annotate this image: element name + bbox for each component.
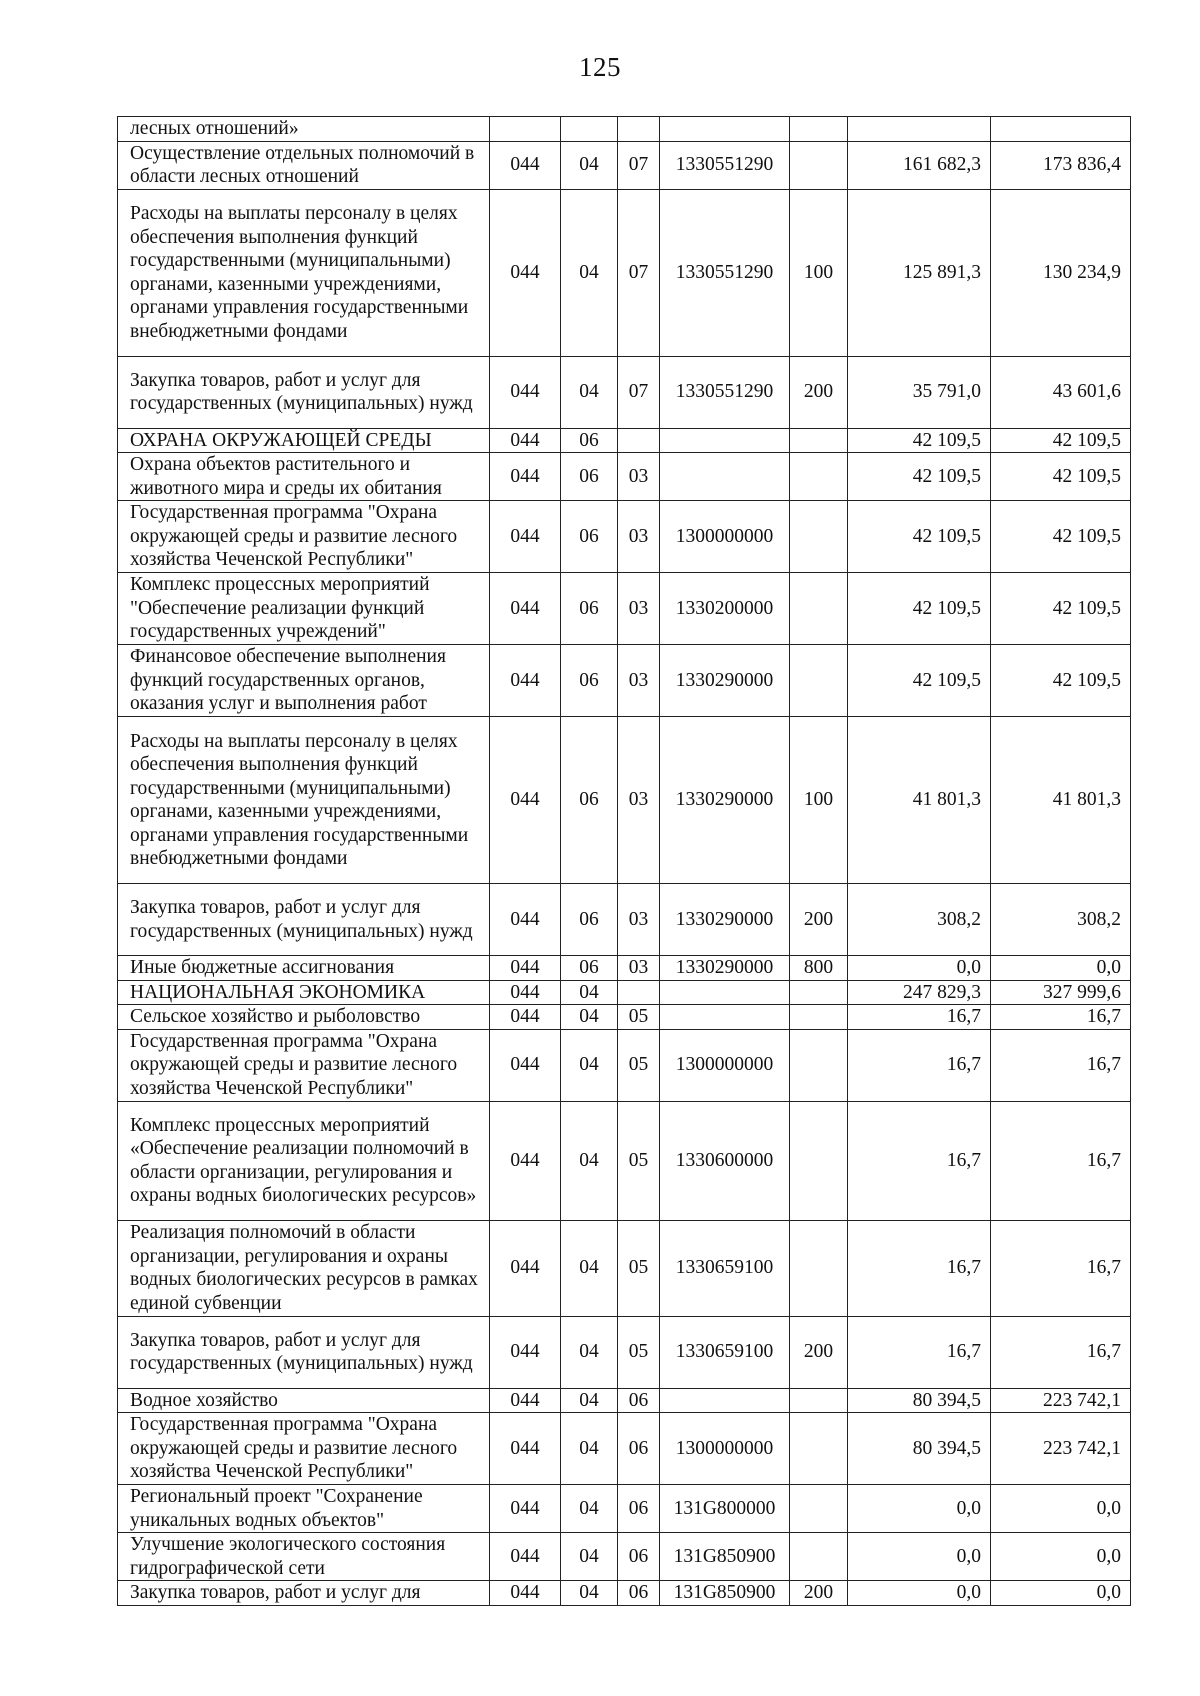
table-row — [118, 141, 1131, 189]
cell-ved: 044 — [490, 573, 561, 645]
table-row — [118, 1533, 1131, 1581]
cell-rz: 04 — [561, 1388, 618, 1413]
table-row — [118, 1388, 1131, 1413]
table-row — [118, 1316, 1131, 1388]
cell-rz: 06 — [561, 501, 618, 573]
cell-vr: 100 — [790, 189, 848, 356]
cell-ved: 044 — [490, 1533, 561, 1581]
cell-csr: 1330200000 — [660, 573, 790, 645]
cell-rz: 04 — [561, 980, 618, 1005]
cell-pr: 05 — [618, 1316, 660, 1388]
cell-sum-2: 0,0 — [991, 1533, 1131, 1581]
cell-name: Расходы на выплаты персоналу в целях обеспечения выполнения функций государственными (муниципальными) органами, казенными учреждениями, органами управления государственными внебюджетными фондами — [118, 189, 490, 356]
cell-pr: 05 — [618, 1005, 660, 1030]
cell-name: Закупка товаров, работ и услуг для государственных (муниципальных) нужд — [118, 1316, 490, 1388]
cell-csr — [660, 1005, 790, 1030]
cell-sum-1: 0,0 — [848, 956, 991, 981]
cell-name: Комплекс процессных мероприятий "Обеспечение реализации функций государственных учреждений" — [118, 573, 490, 645]
cell-ved: 044 — [490, 1413, 561, 1485]
cell-rz — [561, 117, 618, 142]
cell-sum-2: 42 109,5 — [991, 428, 1131, 453]
cell-name: Финансовое обеспечение выполнения функций государственных органов, оказания услуг и выполнения работ — [118, 645, 490, 717]
cell-sum-1: 42 109,5 — [848, 645, 991, 717]
cell-rz: 04 — [561, 1485, 618, 1533]
cell-ved: 044 — [490, 1005, 561, 1030]
cell-sum-1: 42 109,5 — [848, 428, 991, 453]
cell-vr: 100 — [790, 717, 848, 884]
cell-sum-2: 16,7 — [991, 1029, 1131, 1101]
cell-pr — [618, 980, 660, 1005]
cell-sum-1: 0,0 — [848, 1485, 991, 1533]
cell-name: Закупка товаров, работ и услуг для — [118, 1581, 490, 1606]
cell-ved — [490, 117, 561, 142]
cell-sum-1: 16,7 — [848, 1029, 991, 1101]
table-row — [118, 1581, 1131, 1606]
cell-rz: 04 — [561, 141, 618, 189]
cell-pr: 05 — [618, 1220, 660, 1316]
cell-pr — [618, 117, 660, 142]
cell-sum-1: 16,7 — [848, 1316, 991, 1388]
cell-vr — [790, 1485, 848, 1533]
cell-name: ОХРАНА ОКРУЖАЮЩЕЙ СРЕДЫ — [118, 428, 490, 453]
cell-pr: 06 — [618, 1413, 660, 1485]
cell-rz: 06 — [561, 573, 618, 645]
cell-csr: 1330290000 — [660, 717, 790, 884]
cell-ved: 044 — [490, 189, 561, 356]
cell-name: Водное хозяйство — [118, 1388, 490, 1413]
cell-pr: 06 — [618, 1388, 660, 1413]
cell-sum-1: 308,2 — [848, 884, 991, 956]
cell-vr — [790, 117, 848, 142]
cell-sum-1: 16,7 — [848, 1101, 991, 1220]
cell-vr: 800 — [790, 956, 848, 981]
cell-vr — [790, 1533, 848, 1581]
cell-pr: 03 — [618, 453, 660, 501]
cell-pr: 03 — [618, 645, 660, 717]
cell-ved: 044 — [490, 501, 561, 573]
cell-rz: 04 — [561, 1413, 618, 1485]
cell-vr — [790, 980, 848, 1005]
cell-rz: 04 — [561, 1101, 618, 1220]
cell-rz: 06 — [561, 884, 618, 956]
table-row — [118, 428, 1131, 453]
cell-ved: 044 — [490, 141, 561, 189]
cell-name: Охрана объектов растительного и животного мира и среды их обитания — [118, 453, 490, 501]
cell-ved: 044 — [490, 956, 561, 981]
cell-rz: 04 — [561, 356, 618, 428]
cell-pr: 06 — [618, 1581, 660, 1606]
cell-pr: 05 — [618, 1029, 660, 1101]
cell-vr — [790, 1005, 848, 1030]
cell-pr: 05 — [618, 1101, 660, 1220]
cell-csr — [660, 428, 790, 453]
cell-sum-2: 42 109,5 — [991, 645, 1131, 717]
cell-csr: 1300000000 — [660, 501, 790, 573]
table-row — [118, 356, 1131, 428]
cell-pr: 03 — [618, 956, 660, 981]
cell-pr: 03 — [618, 717, 660, 884]
table-row — [118, 453, 1131, 501]
cell-csr: 131G850900 — [660, 1581, 790, 1606]
cell-sum-2: 327 999,6 — [991, 980, 1131, 1005]
cell-name: Реализация полномочий в области организации, регулирования и охраны водных биологических ресурсов в рамках единой субвенции — [118, 1220, 490, 1316]
table-row — [118, 1101, 1131, 1220]
cell-vr — [790, 1101, 848, 1220]
cell-name: Комплекс процессных мероприятий «Обеспечение реализации полномочий в области организации, регулирования и охраны водных биологических ресурсов» — [118, 1101, 490, 1220]
cell-csr: 131G800000 — [660, 1485, 790, 1533]
cell-name: НАЦИОНАЛЬНАЯ ЭКОНОМИКА — [118, 980, 490, 1005]
table-row — [118, 1413, 1131, 1485]
table-row — [118, 1005, 1131, 1030]
cell-ved: 044 — [490, 1029, 561, 1101]
cell-rz: 06 — [561, 428, 618, 453]
cell-sum-1: 42 109,5 — [848, 573, 991, 645]
cell-vr — [790, 1029, 848, 1101]
cell-ved: 044 — [490, 1220, 561, 1316]
cell-name: Иные бюджетные ассигнования — [118, 956, 490, 981]
cell-rz: 04 — [561, 1029, 618, 1101]
cell-vr — [790, 645, 848, 717]
cell-ved: 044 — [490, 980, 561, 1005]
cell-csr: 1330551290 — [660, 356, 790, 428]
cell-name: Государственная программа "Охрана окружающей среды и развитие лесного хозяйства Чеченской Республики" — [118, 501, 490, 573]
cell-rz: 04 — [561, 1581, 618, 1606]
cell-name: Улучшение экологического состояния гидрографической сети — [118, 1533, 490, 1581]
cell-ved: 044 — [490, 645, 561, 717]
cell-sum-2: 308,2 — [991, 884, 1131, 956]
cell-name: Государственная программа "Охрана окружающей среды и развитие лесного хозяйства Чеченской Республики" — [118, 1029, 490, 1101]
cell-sum-2: 223 742,1 — [991, 1388, 1131, 1413]
cell-sum-2: 42 109,5 — [991, 453, 1131, 501]
cell-sum-1: 80 394,5 — [848, 1413, 991, 1485]
cell-rz: 06 — [561, 645, 618, 717]
cell-name: Региональный проект "Сохранение уникальных водных объектов" — [118, 1485, 490, 1533]
cell-sum-1: 42 109,5 — [848, 501, 991, 573]
cell-ved: 044 — [490, 428, 561, 453]
cell-ved: 044 — [490, 1388, 561, 1413]
cell-rz: 04 — [561, 1220, 618, 1316]
cell-vr: 200 — [790, 356, 848, 428]
cell-csr: 1330290000 — [660, 956, 790, 981]
cell-sum-1: 125 891,3 — [848, 189, 991, 356]
cell-rz: 04 — [561, 189, 618, 356]
cell-sum-1: 42 109,5 — [848, 453, 991, 501]
table-row — [118, 1485, 1131, 1533]
cell-pr: 03 — [618, 573, 660, 645]
cell-csr: 131G850900 — [660, 1533, 790, 1581]
cell-rz: 06 — [561, 453, 618, 501]
cell-sum-1: 0,0 — [848, 1581, 991, 1606]
cell-pr: 07 — [618, 189, 660, 356]
cell-name: Сельское хозяйство и рыболовство — [118, 1005, 490, 1030]
cell-sum-1 — [848, 117, 991, 142]
cell-sum-2: 223 742,1 — [991, 1413, 1131, 1485]
cell-sum-2: 0,0 — [991, 1485, 1131, 1533]
cell-pr — [618, 428, 660, 453]
cell-sum-2: 16,7 — [991, 1101, 1131, 1220]
cell-csr — [660, 453, 790, 501]
cell-vr: 200 — [790, 1581, 848, 1606]
cell-sum-1: 41 801,3 — [848, 717, 991, 884]
table-row — [118, 573, 1131, 645]
cell-name: Закупка товаров, работ и услуг для государственных (муниципальных) нужд — [118, 356, 490, 428]
cell-pr: 06 — [618, 1485, 660, 1533]
cell-sum-2 — [991, 117, 1131, 142]
table-row — [118, 501, 1131, 573]
cell-ved: 044 — [490, 884, 561, 956]
table-row — [118, 956, 1131, 981]
table-row — [118, 117, 1131, 142]
table-row — [118, 884, 1131, 956]
cell-vr — [790, 453, 848, 501]
cell-csr: 1330659100 — [660, 1316, 790, 1388]
cell-name: лесных отношений» — [118, 117, 490, 142]
cell-vr: 200 — [790, 1316, 848, 1388]
cell-rz: 04 — [561, 1005, 618, 1030]
cell-vr — [790, 1413, 848, 1485]
cell-rz: 06 — [561, 956, 618, 981]
cell-ved: 044 — [490, 453, 561, 501]
cell-csr: 1330600000 — [660, 1101, 790, 1220]
page-number: 125 — [579, 52, 621, 82]
cell-sum-2: 41 801,3 — [991, 717, 1131, 884]
cell-vr — [790, 1220, 848, 1316]
budget-table — [117, 116, 1131, 1606]
cell-csr — [660, 1388, 790, 1413]
cell-rz: 04 — [561, 1533, 618, 1581]
table-row — [118, 980, 1131, 1005]
cell-csr: 1330551290 — [660, 189, 790, 356]
cell-vr — [790, 573, 848, 645]
cell-sum-1: 161 682,3 — [848, 141, 991, 189]
cell-sum-1: 35 791,0 — [848, 356, 991, 428]
cell-sum-1: 247 829,3 — [848, 980, 991, 1005]
cell-ved: 044 — [490, 1101, 561, 1220]
cell-vr: 200 — [790, 884, 848, 956]
cell-sum-2: 0,0 — [991, 1581, 1131, 1606]
cell-sum-2: 42 109,5 — [991, 573, 1131, 645]
table-row — [118, 1029, 1131, 1101]
cell-sum-2: 173 836,4 — [991, 141, 1131, 189]
cell-csr: 1330551290 — [660, 141, 790, 189]
cell-sum-1: 16,7 — [848, 1005, 991, 1030]
cell-sum-2: 16,7 — [991, 1220, 1131, 1316]
cell-vr — [790, 141, 848, 189]
cell-csr: 1300000000 — [660, 1413, 790, 1485]
cell-rz: 06 — [561, 717, 618, 884]
cell-rz: 04 — [561, 1316, 618, 1388]
cell-vr — [790, 501, 848, 573]
cell-pr: 06 — [618, 1533, 660, 1581]
table-row — [118, 189, 1131, 356]
table-body — [118, 117, 1131, 1606]
cell-sum-1: 80 394,5 — [848, 1388, 991, 1413]
cell-sum-1: 0,0 — [848, 1533, 991, 1581]
cell-pr: 03 — [618, 884, 660, 956]
cell-sum-2: 16,7 — [991, 1316, 1131, 1388]
cell-csr — [660, 117, 790, 142]
cell-ved: 044 — [490, 1485, 561, 1533]
cell-csr — [660, 980, 790, 1005]
cell-csr: 1300000000 — [660, 1029, 790, 1101]
table-row — [118, 717, 1131, 884]
cell-csr: 1330659100 — [660, 1220, 790, 1316]
cell-sum-1: 16,7 — [848, 1220, 991, 1316]
table-row — [118, 645, 1131, 717]
cell-sum-2: 42 109,5 — [991, 501, 1131, 573]
cell-sum-2: 0,0 — [991, 956, 1131, 981]
cell-name: Государственная программа "Охрана окружающей среды и развитие лесного хозяйства Чеченской Республики" — [118, 1413, 490, 1485]
cell-sum-2: 16,7 — [991, 1005, 1131, 1030]
cell-sum-2: 130 234,9 — [991, 189, 1131, 356]
cell-csr: 1330290000 — [660, 884, 790, 956]
cell-ved: 044 — [490, 717, 561, 884]
cell-name: Расходы на выплаты персоналу в целях обеспечения выполнения функций государственными (муниципальными) органами, казенными учреждениями, органами управления государственными внебюджетными фондами — [118, 717, 490, 884]
cell-csr: 1330290000 — [660, 645, 790, 717]
cell-vr — [790, 1388, 848, 1413]
cell-ved: 044 — [490, 1581, 561, 1606]
cell-ved: 044 — [490, 1316, 561, 1388]
cell-ved: 044 — [490, 356, 561, 428]
cell-pr: 07 — [618, 356, 660, 428]
table-row — [118, 1220, 1131, 1316]
cell-sum-2: 43 601,6 — [991, 356, 1131, 428]
cell-name: Закупка товаров, работ и услуг для государственных (муниципальных) нужд — [118, 884, 490, 956]
cell-pr: 03 — [618, 501, 660, 573]
cell-vr — [790, 428, 848, 453]
cell-pr: 07 — [618, 141, 660, 189]
cell-name: Осуществление отдельных полномочий в области лесных отношений — [118, 141, 490, 189]
